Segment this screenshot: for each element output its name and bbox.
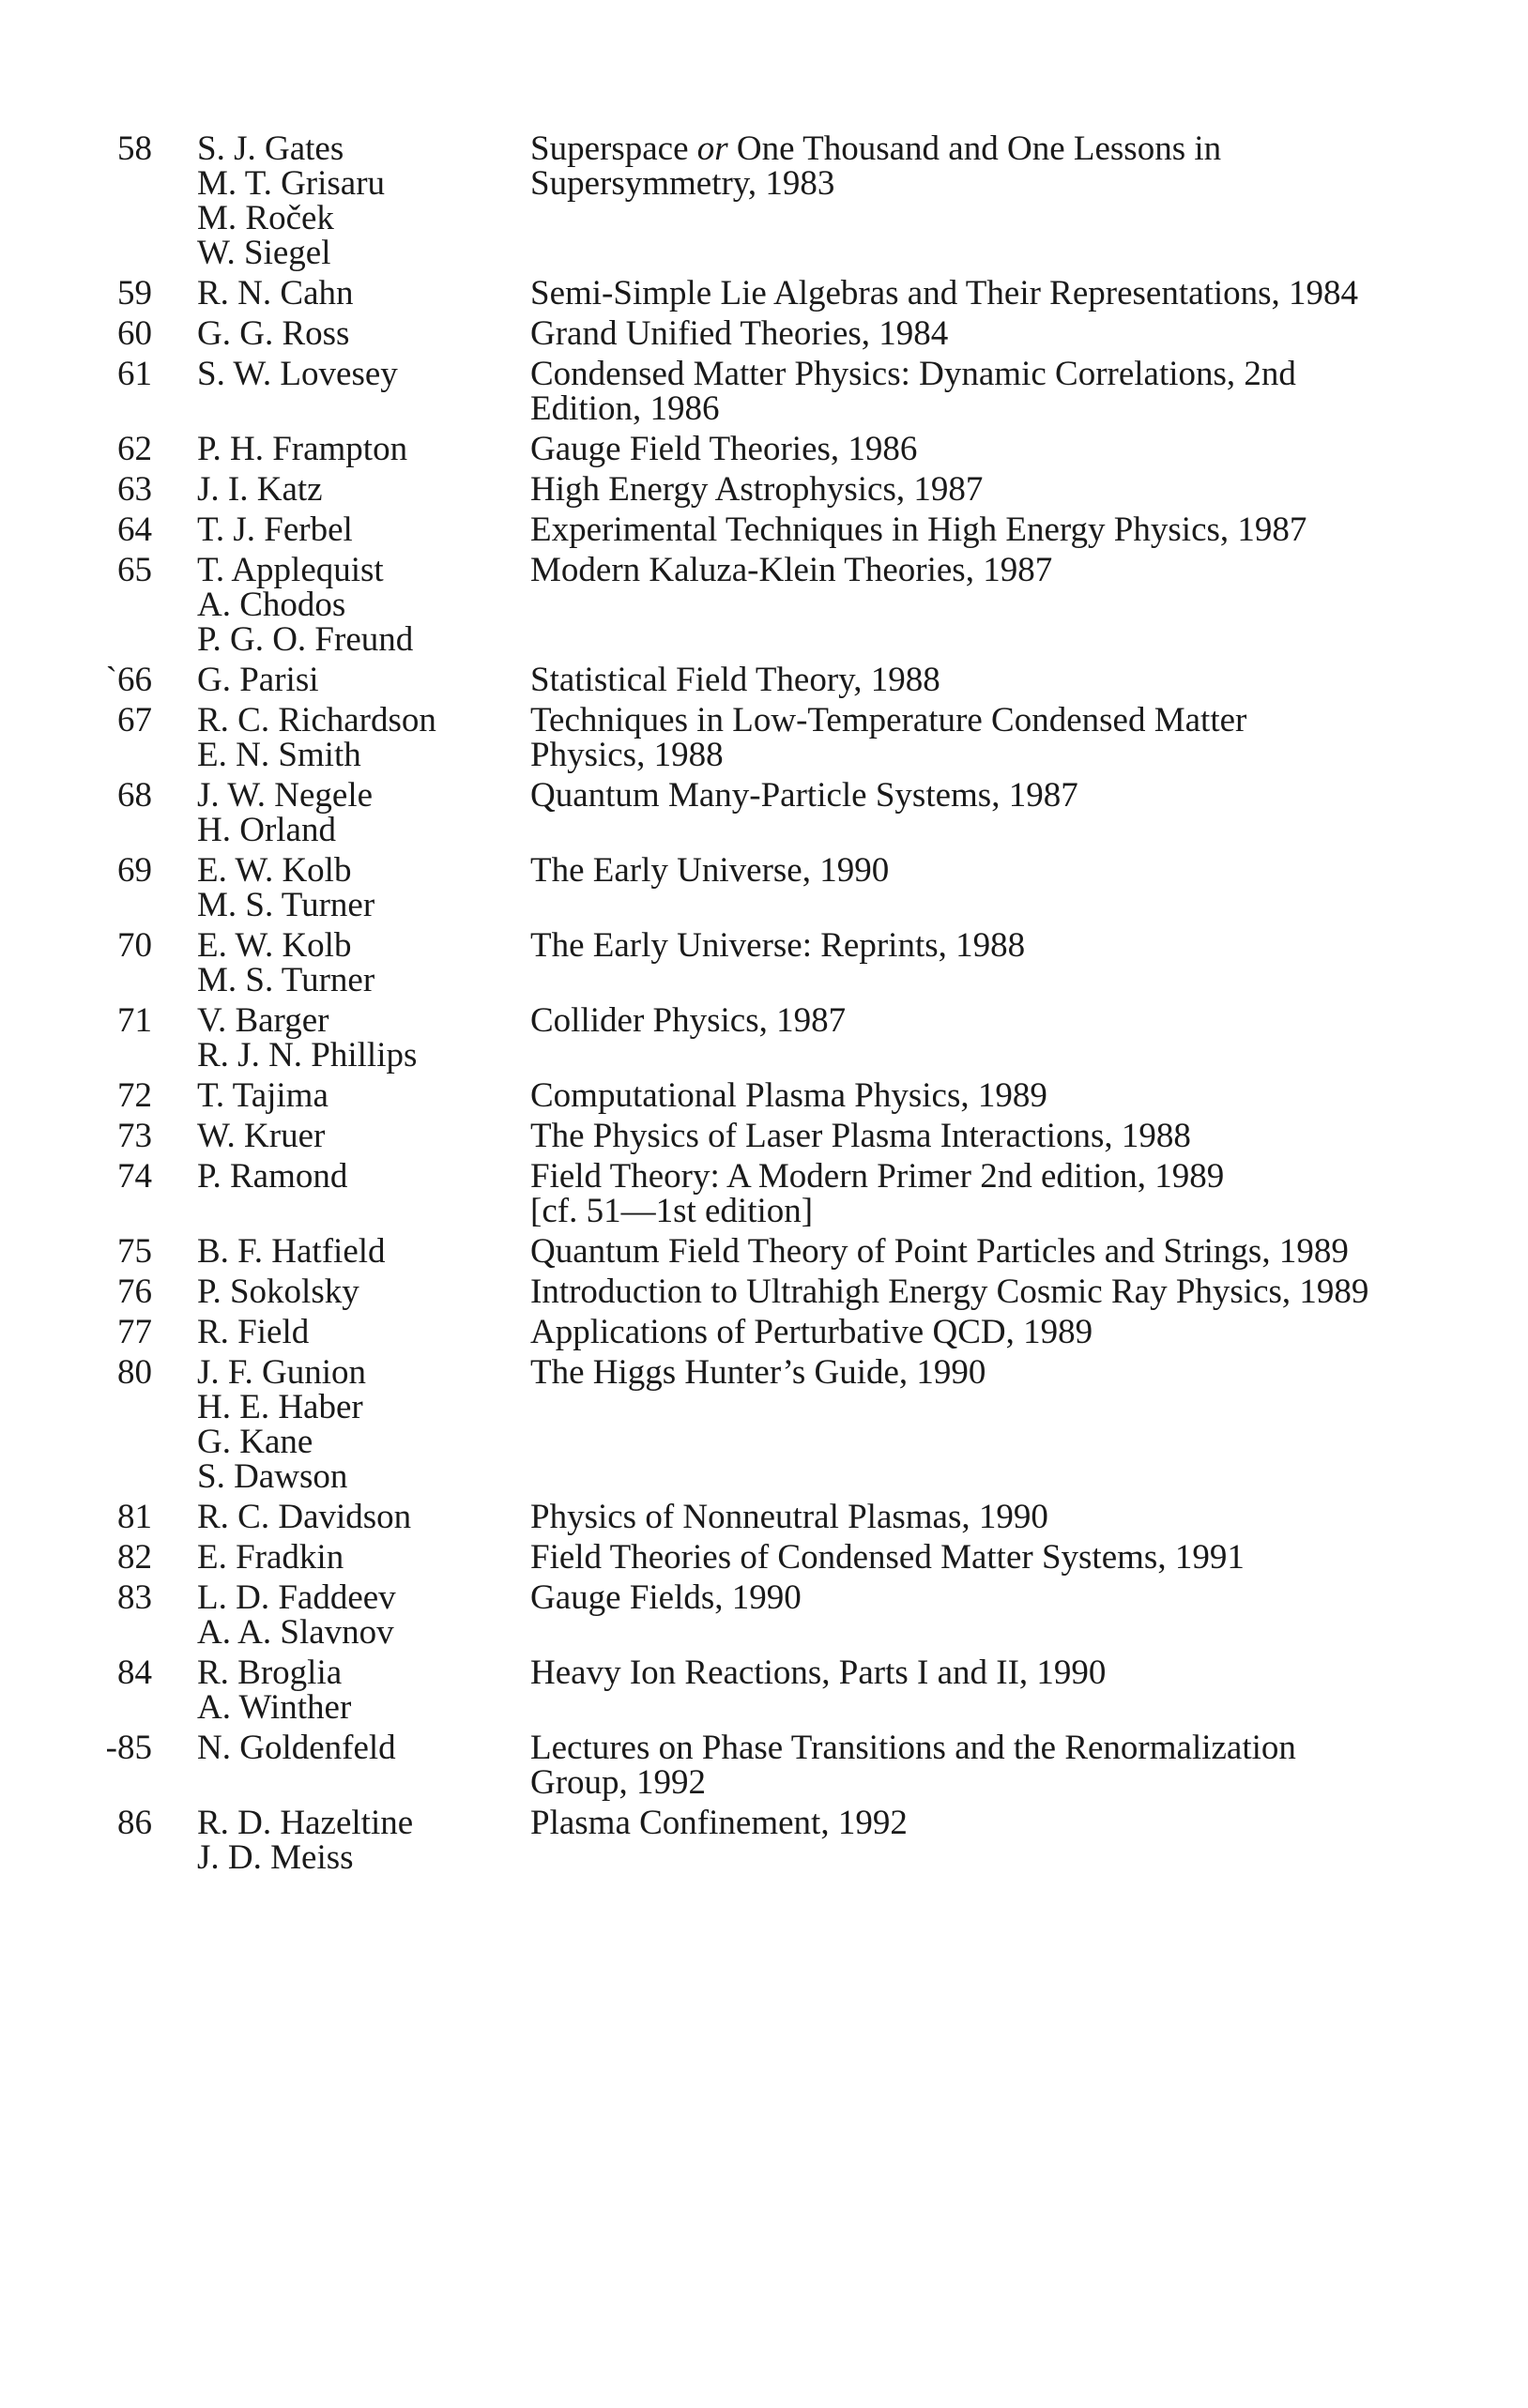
author-list <box>197 357 530 391</box>
author-list <box>197 1806 530 1875</box>
author-list <box>197 663 530 697</box>
author-list <box>197 778 530 847</box>
series-entry <box>0 1806 1528 1875</box>
volume-number: 59 <box>117 274 152 312</box>
author-list <box>197 1655 530 1725</box>
author-name: E. W. Kolb <box>197 926 352 965</box>
author-name: J. D. Meiss <box>197 1838 354 1877</box>
author-name: H. Orland <box>197 811 336 849</box>
book-title <box>530 1500 1488 1534</box>
volume-number: 70 <box>117 926 152 965</box>
title-line: Introduction to Ultrahigh Energy Cosmic Ray Physics, 1989 <box>530 1273 1369 1311</box>
volume-number: 63 <box>117 470 152 509</box>
author-name: S. W. Lovesey <box>197 355 398 393</box>
author-name: M. Roček <box>197 199 334 237</box>
author-list <box>197 1274 530 1309</box>
title-line: Modern Kaluza-Klein Theories, 1987 <box>530 551 1053 589</box>
title-line: The Physics of Laser Plasma Interactions, 1988 <box>530 1117 1191 1155</box>
title-line: Experimental Techniques in High Energy Physics, 1987 <box>530 511 1307 549</box>
author-name: V. Barger <box>197 1001 329 1040</box>
author-name: R. D. Hazeltine <box>197 1804 414 1842</box>
author-list <box>197 512 530 547</box>
title-line: Semi-Simple Lie Algebras and Their Representations, 1984 <box>530 274 1359 312</box>
author-name: L. D. Faddeev <box>197 1578 396 1617</box>
author-name: H. E. Haber <box>197 1388 363 1426</box>
author-name: B. F. Hatfield <box>197 1232 386 1271</box>
title-line: Plasma Confinement, 1992 <box>530 1804 908 1842</box>
series-entry <box>0 1274 1528 1309</box>
author-list <box>197 553 530 657</box>
series-entry <box>0 1159 1528 1228</box>
series-entry <box>0 1315 1528 1349</box>
author-name: R. Broglia <box>197 1654 343 1692</box>
book-title <box>530 357 1488 426</box>
author-name: T. Tajima <box>197 1076 329 1115</box>
series-entry <box>0 1355 1528 1494</box>
title-line: Supersymmetry, 1983 <box>530 164 835 203</box>
title-line: The Higgs Hunter’s Guide, 1990 <box>530 1353 986 1392</box>
author-name: P. G. O. Freund <box>197 620 414 659</box>
volume-number: 73 <box>117 1117 152 1155</box>
title-line: Field Theory: A Modern Primer 2nd edition, 1989 <box>530 1157 1225 1196</box>
author-name: R. N. Cahn <box>197 274 354 312</box>
author-name: J. I. Katz <box>197 470 323 509</box>
book-title <box>530 1274 1488 1309</box>
book-title <box>530 1655 1488 1690</box>
title-line: Gauge Field Theories, 1986 <box>530 430 918 468</box>
series-entry <box>0 663 1528 697</box>
title-line: Collider Physics, 1987 <box>530 1001 847 1040</box>
book-title <box>530 663 1488 697</box>
title-line: Quantum Field Theory of Point Particles and Strings, 1989 <box>530 1232 1349 1271</box>
title-line: Condensed Matter Physics: Dynamic Correlations, 2nd <box>530 355 1296 393</box>
series-entry <box>0 432 1528 466</box>
volume-number: 80 <box>117 1353 152 1392</box>
author-name: G. Parisi <box>197 661 319 699</box>
title-line: Physics, 1988 <box>530 736 724 774</box>
volume-number: 68 <box>117 776 152 815</box>
title-line: Computational Plasma Physics, 1989 <box>530 1076 1047 1115</box>
book-title <box>530 1806 1488 1840</box>
author-name: A. Chodos <box>197 586 346 624</box>
series-entry <box>0 276 1528 311</box>
volume-number: 82 <box>117 1538 152 1577</box>
author-name: P. Sokolsky <box>197 1273 359 1311</box>
book-title <box>530 1315 1488 1349</box>
author-name: E. Fradkin <box>197 1538 344 1577</box>
author-name: M. S. Turner <box>197 886 375 924</box>
title-line: The Early Universe, 1990 <box>530 851 890 890</box>
book-title <box>530 1540 1488 1575</box>
book-title <box>530 1159 1488 1228</box>
volume-number: 77 <box>117 1313 152 1351</box>
volume-number: 71 <box>117 1001 152 1040</box>
title-line: Gauge Fields, 1990 <box>530 1578 802 1617</box>
title-italic-word: or <box>696 130 728 168</box>
series-entry <box>0 1655 1528 1725</box>
title-line: Physics of Nonneutral Plasmas, 1990 <box>530 1498 1048 1536</box>
series-entry <box>0 703 1528 772</box>
book-title <box>530 316 1488 351</box>
series-entry <box>0 512 1528 547</box>
volume-number: 64 <box>117 511 152 549</box>
author-list <box>197 1355 530 1494</box>
series-entry <box>0 1730 1528 1800</box>
book-title <box>530 1003 1488 1038</box>
volume-number: 65 <box>117 551 152 589</box>
author-list <box>197 703 530 772</box>
book-title <box>530 1234 1488 1269</box>
author-name: G. G. Ross <box>197 314 350 353</box>
book-title <box>530 432 1488 466</box>
series-entry <box>0 853 1528 922</box>
author-name: G. Kane <box>197 1423 313 1461</box>
book-title <box>530 928 1488 963</box>
series-entry <box>0 1003 1528 1073</box>
book-title <box>530 1355 1488 1390</box>
series-entry <box>0 778 1528 847</box>
author-list <box>197 316 530 351</box>
book-title <box>530 853 1488 888</box>
series-entry <box>0 1234 1528 1269</box>
series-entry <box>0 316 1528 351</box>
title-segment: One Thousand and One Lessons in <box>727 130 1222 168</box>
author-name: E. W. Kolb <box>197 851 352 890</box>
author-name: S. J. Gates <box>197 130 344 168</box>
volume-number: 86 <box>117 1804 152 1842</box>
title-line <box>530 131 1488 166</box>
title-line: Group, 1992 <box>530 1763 707 1802</box>
book-title <box>530 1119 1488 1153</box>
volume-number: 58 <box>117 130 152 168</box>
author-list <box>197 1119 530 1153</box>
author-list <box>197 1003 530 1073</box>
author-name: J. W. Negele <box>197 776 374 815</box>
author-name: R. Field <box>197 1313 310 1351</box>
author-name: P. H. Frampton <box>197 430 408 468</box>
book-title <box>530 778 1488 813</box>
author-list <box>197 131 530 270</box>
volume-number: 84 <box>117 1654 152 1692</box>
volume-number: 60 <box>117 314 152 353</box>
volume-number: 83 <box>117 1578 152 1617</box>
series-entry <box>0 1078 1528 1113</box>
series-entry <box>0 1580 1528 1650</box>
series-entry <box>0 1500 1528 1534</box>
author-name: S. Dawson <box>197 1457 348 1496</box>
author-name: P. Ramond <box>197 1157 348 1196</box>
author-name: R. C. Davidson <box>197 1498 412 1536</box>
volume-number: 72 <box>117 1076 152 1115</box>
book-title <box>530 131 1488 201</box>
series-entry <box>0 1540 1528 1575</box>
title-line: Statistical Field Theory, 1988 <box>530 661 940 699</box>
author-name: J. F. Gunion <box>197 1353 367 1392</box>
title-line: Techniques in Low-Temperature Condensed Matter <box>530 701 1247 739</box>
series-list <box>0 131 1528 1881</box>
author-list <box>197 1730 530 1765</box>
title-line: The Early Universe: Reprints, 1988 <box>530 926 1026 965</box>
author-name: T. J. Ferbel <box>197 511 353 549</box>
book-title <box>530 1730 1488 1800</box>
volume-number: 81 <box>117 1498 152 1536</box>
volume-number: 62 <box>117 430 152 468</box>
volume-number: 74 <box>117 1157 152 1196</box>
title-segment: Superspace <box>530 130 697 168</box>
author-name: A. A. Slavnov <box>197 1613 394 1652</box>
author-name: A. Winther <box>197 1688 352 1727</box>
author-list <box>197 1580 530 1650</box>
volume-number: `66 <box>105 661 152 699</box>
volume-number: 61 <box>117 355 152 393</box>
author-name: W. Siegel <box>197 234 331 272</box>
author-name: W. Kruer <box>197 1117 326 1155</box>
author-name: R. C. Richardson <box>197 701 436 739</box>
series-entry <box>0 357 1528 426</box>
author-list <box>197 853 530 922</box>
title-line: Field Theories of Condensed Matter Systems, 1991 <box>530 1538 1245 1577</box>
volume-number: 67 <box>117 701 152 739</box>
author-name: T. Applequist <box>197 551 384 589</box>
book-title <box>530 472 1488 507</box>
author-list <box>197 1078 530 1113</box>
title-line: Lectures on Phase Transitions and the Renormalization <box>530 1729 1296 1767</box>
author-list <box>197 276 530 311</box>
author-list <box>197 432 530 466</box>
volume-number: 76 <box>117 1273 152 1311</box>
volume-number: -85 <box>105 1729 152 1767</box>
book-title <box>530 512 1488 547</box>
title-line: Grand Unified Theories, 1984 <box>530 314 949 353</box>
volume-number: 69 <box>117 851 152 890</box>
author-name: M. T. Grisaru <box>197 164 386 203</box>
author-name: M. S. Turner <box>197 961 375 999</box>
title-line: Applications of Perturbative QCD, 1989 <box>530 1313 1093 1351</box>
series-entry <box>0 928 1528 998</box>
series-entry <box>0 472 1528 507</box>
series-entry <box>0 553 1528 657</box>
author-list <box>197 1540 530 1575</box>
title-line: Heavy Ion Reactions, Parts I and II, 1990 <box>530 1654 1107 1692</box>
book-title <box>530 276 1488 311</box>
volume-number: 75 <box>117 1232 152 1271</box>
author-name: R. J. N. Phillips <box>197 1036 418 1074</box>
series-entry <box>0 1119 1528 1153</box>
title-line: [cf. 51—1st edition] <box>530 1192 814 1230</box>
book-title <box>530 553 1488 587</box>
author-name: E. N. Smith <box>197 736 361 774</box>
author-name: N. Goldenfeld <box>197 1729 396 1767</box>
series-entry <box>0 131 1528 270</box>
book-title <box>530 1580 1488 1615</box>
author-list <box>197 928 530 998</box>
author-list <box>197 472 530 507</box>
title-line: Quantum Many-Particle Systems, 1987 <box>530 776 1078 815</box>
book-title <box>530 1078 1488 1113</box>
author-list <box>197 1315 530 1349</box>
title-line: High Energy Astrophysics, 1987 <box>530 470 984 509</box>
author-list <box>197 1159 530 1194</box>
author-list <box>197 1234 530 1269</box>
title-line: Edition, 1986 <box>530 389 720 428</box>
book-title <box>530 703 1488 772</box>
author-list <box>197 1500 530 1534</box>
